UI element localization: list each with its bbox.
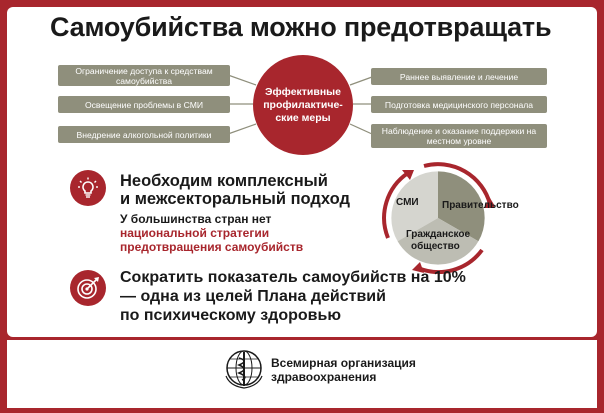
sectors-diagram: [382, 162, 494, 274]
measure-staff-training: Подготовка медицинского персонала: [371, 96, 547, 113]
pie-label-media: СМИ: [396, 197, 419, 208]
measure-community-support: Наблюдение и оказание поддержки на местном уровне: [371, 124, 547, 148]
who-name-line2: здравоохранения: [271, 370, 377, 384]
who-logo: [222, 346, 266, 390]
approach-heading-1: Необходим комплексный: [120, 172, 328, 190]
lightbulb-icon: [76, 176, 100, 200]
target-icon: [75, 275, 101, 301]
approach-heading-2: и межсекторальный подход: [120, 190, 350, 208]
page-title: Самоубийства можно предотвращать: [50, 12, 552, 42]
who-name: [271, 356, 416, 384]
goal-line-2: — одна из целей Плана действий: [120, 288, 386, 305]
goal-line-3: по психическому здоровью: [120, 307, 341, 324]
lightbulb-icon-circle: [70, 170, 106, 206]
center-label: Эффективные профилактиче-ские меры: [263, 85, 343, 124]
measure-restrict-access: Ограничение доступа к средствам самоубийства: [58, 65, 230, 86]
approach-sub-red-1: национальной стратегии: [120, 226, 270, 240]
pie-label-civil-2: общество: [411, 241, 460, 252]
pie-label-civil-1: Гражданское: [406, 229, 471, 240]
measure-early-detection: Раннее выявление и лечение: [371, 68, 547, 85]
measure-media-coverage: Освещение проблемы в СМИ: [58, 96, 230, 113]
measure-alcohol-policy: Внедрение алкогольной политики: [58, 126, 230, 143]
effective-measures-circle: [253, 55, 353, 155]
approach-sub-1: У большинства стран нет: [120, 212, 272, 226]
who-name-line1: Всемирная организация: [271, 356, 416, 370]
target-icon-circle: [70, 270, 106, 306]
goal-line-1: Сократить показатель самоубийств на 10%: [120, 269, 466, 286]
approach-sub-red-2: предотвращения самоубийств: [120, 240, 304, 254]
pie-label-government: Правительство: [442, 200, 519, 211]
